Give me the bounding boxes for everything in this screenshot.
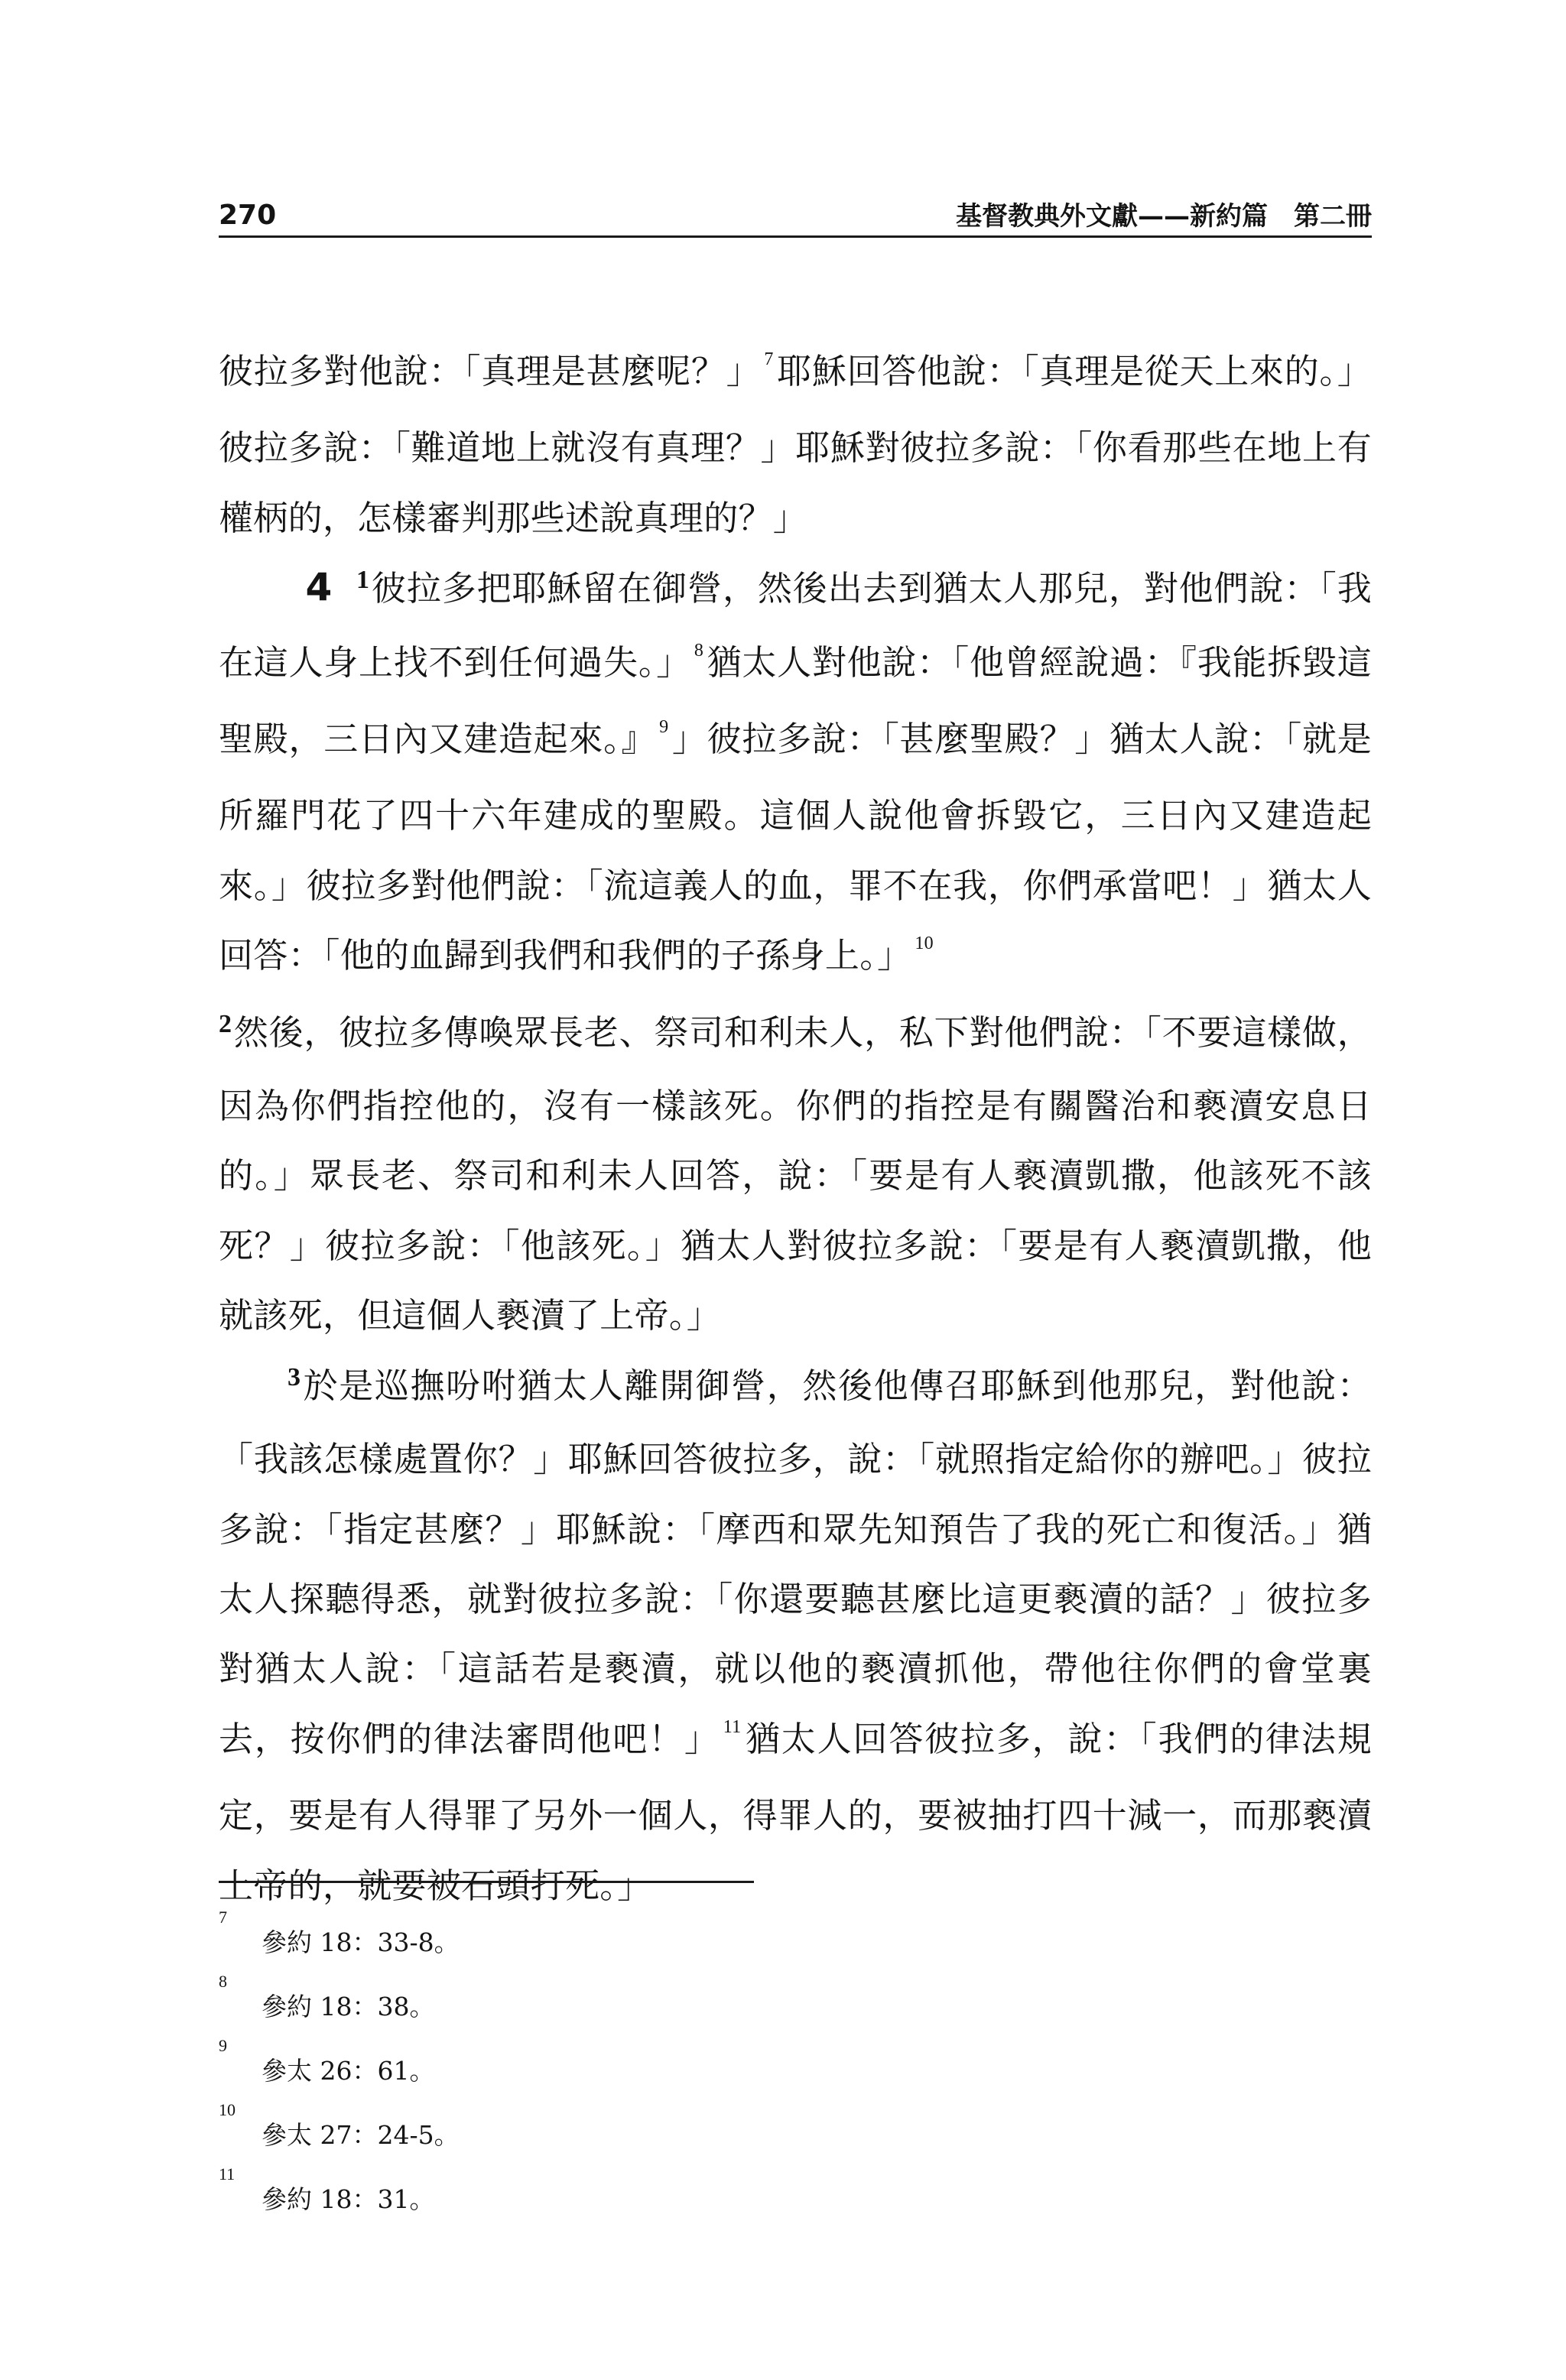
footnote-ref: 11: [723, 1716, 742, 1737]
footnote-text: 參約 18：38。: [262, 1992, 435, 2021]
text-segment: 彼拉多對他說：「真理是甚麼呢？」: [219, 351, 762, 391]
footnote-ref: 8: [694, 640, 704, 661]
footnote: [219, 2157, 983, 2221]
footnote-text: 參約 18：33-8。: [262, 1927, 460, 1957]
footnote-text: 參太 27：24-5。: [262, 2120, 460, 2150]
page-header: [219, 200, 1372, 238]
page-number: 270: [219, 200, 277, 231]
paragraph: [219, 336, 1372, 553]
chapter-number: 4: [305, 565, 333, 610]
footnote-mark: 7: [219, 1908, 227, 1927]
paragraph: [219, 553, 1372, 997]
footnote-divider: [219, 1881, 754, 1883]
footnote: [219, 2028, 983, 2093]
text-segment: 然後，彼拉多傳喚眾長老、祭司和利未人，私下對他們說：「不要這樣做，因為你們指控他的，沒有一樣該死。你們的指控是有關醫治和褻瀆安息日的。」眾長老、祭司和利未人回答，說：「要是有人褻瀆凱撒，他該死不該死？」彼拉多說：「他該死。」猶太人對彼拉多說：「要是有人褻瀆凱撒，他就該死，但這個人褻瀆了上帝。」: [219, 1011, 1372, 1336]
text-segment: 猶太人回答彼拉多，說：「我們的律法規定，要是有人得罪了另外一個人，得罪人的，要被抽打四十減一，而那褻瀆上帝的，就要被石頭打死。」: [219, 1718, 1372, 1906]
footnote-ref: 9: [659, 717, 669, 738]
footnote-mark: 10: [219, 2100, 236, 2119]
running-title: 基督教典外文獻——新約篇 第二冊: [956, 201, 1372, 232]
text-segment: 於是巡撫吩咐猶太人離開御營，然後他傳召耶穌到他那兒，對他說：「我該怎樣處置你？」耶穌回答彼拉多，說：「就照指定給你的辦吧。」彼拉多說：「指定甚麼？」耶穌說：「摩西和眾先知預告了我的死亡和復活。」猶太人探聽得悉，就對彼拉多說：「你還要聽甚麼比這更褻瀆的話？」彼拉多對猶太人說：「這話若是褻瀆，就以他的褻瀆抓他，帶他往你們的會堂裏去，按你們的律法審問他吧！」: [219, 1365, 1372, 1759]
paragraph: [219, 1351, 1372, 1921]
footnote-mark: 8: [219, 1972, 227, 1991]
verse-number: 3: [288, 1362, 301, 1391]
footnote-ref: 10: [915, 933, 934, 954]
footnote: [219, 1900, 983, 1964]
footnote-text: 參約 18：31。: [262, 2184, 435, 2214]
footnote-mark: 9: [219, 2036, 227, 2055]
footnote-mark: 11: [219, 2164, 236, 2184]
text-segment: 耶穌回答他說：「真理是從天上來的。」彼拉多說：「難道地上就沒有真理？」耶穌對彼拉多說：「你看那些在地上有權柄的，怎樣審判那些述說真理的？」: [219, 351, 1372, 538]
footnote-text: 參太 26：61。: [262, 2056, 435, 2086]
footnote: [219, 2093, 983, 2157]
text-segment: 猶太人對他說：「他曾經說過：『我能拆毀這聖殿，三日內又建造起來。』: [219, 641, 1372, 760]
text-segment: 彼拉多把耶穌留在御營，然後出去到猶太人那兒，對他們說：「我在這人身上找不到任何過失。」: [219, 568, 1372, 683]
footnotes: [219, 1900, 983, 2221]
footnote-ref: 7: [764, 349, 774, 369]
verse-number: 2: [219, 1009, 232, 1038]
paragraph: [219, 998, 1372, 1351]
footnote: [219, 1964, 983, 2028]
text-segment: 」彼拉多說：「甚麼聖殿？」猶太人說：「就是所羅門花了四十六年建成的聖殿。這個人說他會拆毀它，三日內又建造起來。」彼拉多對他們說：「流這義人的血，罪不在我，你們承當吧！」猶太人回答：「他的血歸到我們和我們的子孫身上。」: [219, 719, 1372, 976]
verse-number: 1: [356, 566, 370, 595]
main-text: [219, 336, 1372, 1921]
